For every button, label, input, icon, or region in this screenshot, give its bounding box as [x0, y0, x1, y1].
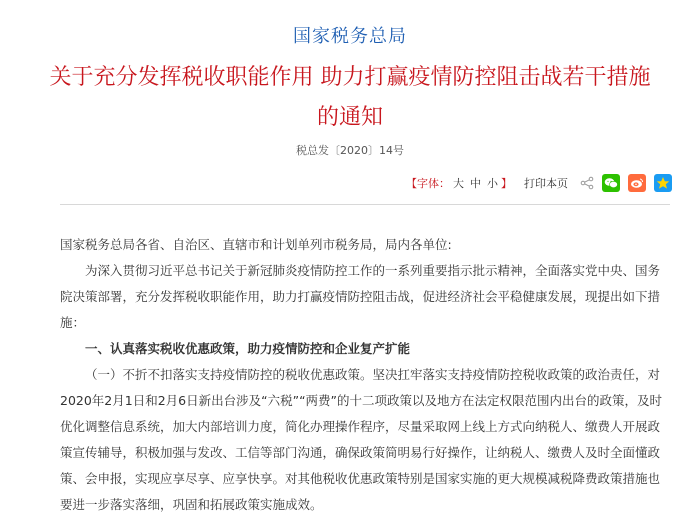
agency-name: 国家税务总局	[293, 26, 407, 47]
share-icon[interactable]	[580, 176, 594, 190]
bracket-close: 】	[501, 177, 512, 190]
header-divider	[60, 204, 670, 205]
document-number: 税总发〔2020〕14号	[296, 144, 404, 157]
page-title: 关于充分发挥税收职能作用 助力打赢疫情防控阻击战若干措施的通知	[49, 65, 651, 130]
print-page-link[interactable]: 打印本页	[524, 177, 568, 190]
recipients-line: 国家税务总局各省、自治区、直辖市和计划单列市税务局，局内各单位:	[60, 237, 452, 252]
section-1-paragraph-1: （一）不折不扣落实支持疫情防控的税收优惠政策。坚决扛牢落实支持疫情防控税收政策的政治责任，对2020年2月1日和2月6日新出台涉及“六税”“两费”的十二项政策以及地方在法定权限范围内出台的政策，及时优化调整信息系统，加大内部培训力度，简化办理操作程序，尽量采取网上线上方式向纳税人、缴费人开展政策宣传辅导，积极加强与发改、工信等部门沟通，确保政策简明易行好操作，让纳税人、缴费人及时全面懂政策、会申报，实现应享尽享、应享快享。对其他税收优惠政策特别是国家实施的更大规模减税降费政策措施也要进一步落实落细，巩固和拓展政策实施成效。	[60, 367, 663, 512]
font-size-label: 字体：	[417, 177, 450, 190]
font-size-small-button[interactable]: 小	[487, 177, 498, 190]
intro-paragraph: 为深入贯彻习近平总书记关于新冠肺炎疫情防控工作的一系列重要指示批示精神，全面落实党中央、国务院决策部署，充分发挥税收职能作用，助力打赢疫情防控阻击战，促进经济社会平稳健康发展，现提出如下措施：	[60, 263, 661, 330]
font-size-large-button[interactable]: 大	[453, 177, 464, 190]
section-heading-1: 一、认真落实税收优惠政策，助力疫情防控和企业复产扩能	[85, 341, 411, 356]
qzone-icon[interactable]	[654, 174, 672, 192]
font-size-medium-button[interactable]: 中	[470, 177, 481, 190]
wechat-icon[interactable]	[602, 174, 620, 192]
article-body	[60, 232, 670, 513]
article-toolbar	[406, 174, 672, 192]
bracket-open: 【	[406, 177, 417, 190]
weibo-icon[interactable]	[628, 174, 646, 192]
